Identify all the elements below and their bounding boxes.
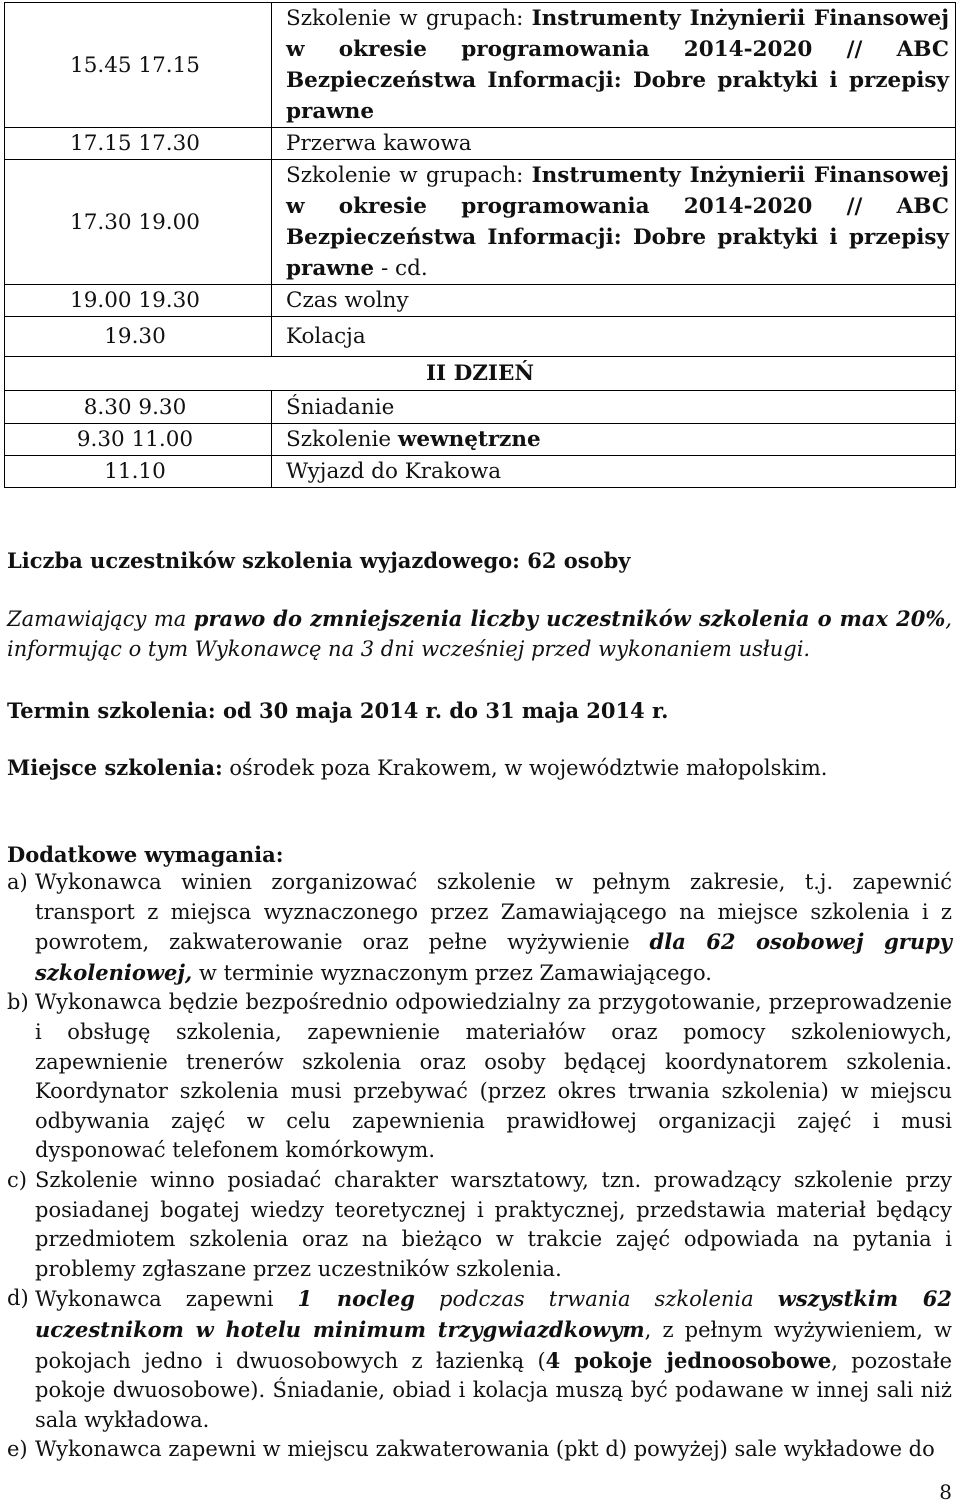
- schedule-row: [5, 3, 956, 128]
- item-label: e): [7, 1437, 28, 1462]
- schedule-time: 19.30: [5, 317, 272, 357]
- item-d-text-2: 1 nocleg: [297, 1286, 415, 1312]
- place-value: ośrodek poza Krakowem, w województwie małopolskim.: [222, 756, 828, 780]
- item-text: Wykonawca będzie bezpośrednio odpowiedzialny za przygotowanie, przeprowadzenie i obsługę szkolenia, zapewnienie materiałów oraz pomocy szkoleniowych, zapewnienie trenerów szkolenia oraz osoby będącej koordynatorem szkolenia. Koordynator szkolenia musi przebywać (przez okres trwania szkolenia) w miejscu odbywania zajęć w celu zapewnienia prawidłowej organizacji zajęć i musi dysponować telefonem komórkowym.: [35, 990, 952, 1163]
- requirements-list: [7, 868, 952, 1465]
- session-topic: Instrumenty Inżynierii Finansowej w okresie programowania 2014-2020 // ABC Bezpieczeństwa Informacji: Dobre praktyki i przepisy prawne: [286, 6, 949, 124]
- schedule-table: [4, 2, 956, 488]
- item-d-text-6: 4 pokoje jednoosobowe: [545, 1347, 832, 1373]
- schedule-description: Kolacja: [272, 317, 956, 357]
- item-d-text-3: podczas trwania szkolenia: [414, 1287, 778, 1312]
- schedule-row: [5, 317, 956, 357]
- schedule-description: Wyjazd do Krakowa: [272, 456, 956, 488]
- schedule-time: 17.15 17.30: [5, 128, 272, 160]
- item-label: d): [7, 1286, 29, 1311]
- list-item: [7, 868, 952, 988]
- schedule-description: [272, 3, 956, 128]
- list-item: [7, 988, 952, 1166]
- participants-count: Liczba uczestników szkolenia wyjazdowego: 62 osoby: [7, 548, 631, 573]
- list-item: [7, 1166, 952, 1284]
- item-a-text-1: Wykonawca winien zorganizować szkolenie w pełnym zakresie, t.j. zapewnić transport z miejsca wyznaczonego przez Zamawiającego na miejsce szkolenia i z powrotem, zakwaterowanie oraz pełne wyżywienie: [35, 870, 952, 955]
- item-text: Wykonawca zapewni w miejscu zakwaterowania (pkt d) powyżej) sale wykładowe do: [35, 1437, 935, 1462]
- schedule-description: [272, 160, 956, 285]
- training-term: Termin szkolenia: od 30 maja 2014 r. do 31 maja 2014 r.: [7, 698, 669, 723]
- schedule-row: [5, 391, 956, 424]
- schedule-time: 15.45 17.15: [5, 3, 272, 128]
- schedule-time: 8.30 9.30: [5, 391, 272, 424]
- schedule-time: 11.10: [5, 456, 272, 488]
- schedule-description: Czas wolny: [272, 285, 956, 317]
- item-d-text-4: wszystkim 62 uczestnikom w hotelu minimum trzygwiazdkowym: [35, 1286, 952, 1342]
- day-header-row: [5, 357, 956, 391]
- ordering-text-c: , informując o tym Wykonawcę na 3 dni wcześniej przed wykonaniem usługi.: [7, 607, 952, 661]
- session-suffix: - cd.: [374, 256, 428, 281]
- item-text: [35, 868, 952, 988]
- ordering-text-a: Zamawiający ma: [7, 607, 194, 631]
- schedule-row: [5, 285, 956, 317]
- session-topic: wewnętrzne: [397, 427, 541, 452]
- schedule-time: 17.30 19.00: [5, 160, 272, 285]
- place-label: Miejsce szkolenia:: [7, 755, 223, 780]
- item-text: Szkolenie winno posiadać charakter warsztatowy, tzn. prowadzący szkolenie przy posiadanej bogatej wiedzy teoretycznej i praktycznej, przedstawia materiał będący przedmiotem szkolenia oraz na bieżąco w trakcie zajęć odpowiada na pytania i problemy zgłaszane przez uczestników szkolenia.: [35, 1167, 952, 1281]
- schedule-row: [5, 456, 956, 488]
- item-d-text-7: , pozostałe pokoje dwuosobowe). Śniadanie, obiad i kolacja muszą być podawane w innej sali niż sala wykładowa.: [35, 1348, 952, 1432]
- session-type: Szkolenie w grupach:: [286, 163, 532, 188]
- requirements-title: Dodatkowe wymagania:: [7, 842, 284, 867]
- schedule-time: 19.00 19.30: [5, 285, 272, 317]
- item-d-text-1: Wykonawca zapewni: [35, 1287, 298, 1312]
- item-d-text-5: , z pełnym wyżywieniem, w pokojach jedno i dwuosobowych z łazienką (: [35, 1317, 952, 1373]
- ordering-text-b: prawo do zmniejszenia liczby uczestników szkolenia o max 20%: [193, 606, 946, 631]
- page-number: 8: [939, 1480, 952, 1504]
- training-place: [7, 753, 952, 784]
- session-type: Szkolenie w grupach:: [286, 6, 532, 31]
- schedule-description: Przerwa kawowa: [272, 128, 956, 160]
- schedule-time: 9.30 11.00: [5, 424, 272, 456]
- schedule-description: Śniadanie: [272, 391, 956, 424]
- item-label: b): [7, 990, 29, 1015]
- schedule-row: [5, 160, 956, 285]
- day-title: II DZIEŃ: [5, 357, 956, 391]
- session-type: Szkolenie: [286, 427, 398, 452]
- list-item: [7, 1284, 952, 1435]
- item-a-text-3: w terminie wyznaczonym przez Zamawiającego.: [192, 960, 712, 985]
- session-topic: Instrumenty Inżynierii Finansowej w okresie programowania 2014-2020 // ABC Bezpieczeństwa Informacji: Dobre praktyki i przepisy prawne: [286, 163, 949, 281]
- schedule-row: [5, 128, 956, 160]
- item-a-text-2: dla 62 osobowej grupy szkoleniowej,: [35, 929, 953, 985]
- list-item: [7, 1435, 952, 1465]
- item-label: a): [7, 870, 28, 894]
- ordering-note: [7, 604, 952, 664]
- schedule-description: [272, 424, 956, 456]
- schedule-row: [5, 424, 956, 456]
- item-label: c): [7, 1167, 27, 1192]
- item-text: [35, 1284, 952, 1435]
